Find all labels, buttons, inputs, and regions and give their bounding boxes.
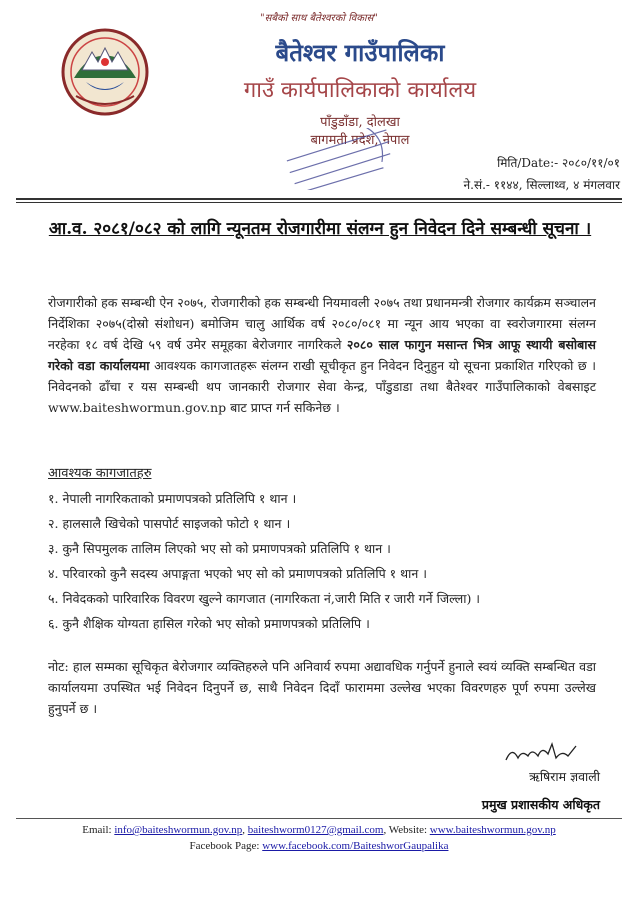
address-line-2: बागमती प्रदेश, नेपाल <box>310 133 410 148</box>
municipality-name: बैतेश्वर गाउँपालिका <box>275 38 445 67</box>
requirement-item: ६. कुनै शैक्षिक योग्यता हासिल गरेको भए सोको प्रमाणपत्रको प्रतिलिपि । <box>48 616 370 631</box>
requirements-heading: आवश्यक कागजातहरु <box>48 466 152 481</box>
slogan: "सबैको साथ बैतेश्वरको विकास" <box>260 13 378 24</box>
header-divider-thin <box>16 202 622 203</box>
requirement-item: ३. कुनै सिपमुलक तालिम लिएको भए सो को प्रमाणपत्रको प्रतिलिपि १ थान । <box>48 541 391 556</box>
office-name: गाउँ कार्यपालिकाको कार्यालय <box>243 78 477 103</box>
notice-body-highlight: २०८० साल फागुन मसान्त भित्र आफू स्थायी बसोबास गरेको वडा कार्यालयमा <box>48 337 596 373</box>
office-stamp-icon <box>280 128 400 190</box>
handwritten-signature-icon <box>502 740 582 766</box>
signatory-designation: प्रमुख प्रशासकीय अधिकृत <box>481 797 600 812</box>
facebook-link[interactable]: www.facebook.com/BaiteshworGaupalika <box>262 840 449 852</box>
address-line-1: पाँडुडाँडा, दोलखा <box>320 115 400 130</box>
email-label: Email: <box>82 824 115 836</box>
notice-body <box>48 292 596 418</box>
notice-body-part-2: आवश्यक कागजातहरू संलग्न राखी सूचीकृत हुन निवेदन दिनुहुन यो सूचना प्रकाशित गरिएको छ । निवेदनको ढाँचा र यस सम्बन्धी थप जानकारी रोजगार सेवा केन्द्र, पाँडुडाडा तथा बैतेश्वर गाउँपालिकाको वेबसाइट www.baiteshwormun.gov.np बाट प्राप्त गर्न सकिनेछ । <box>48 358 596 415</box>
nepal-sambat-reference: ने.सं.- ११४४, सिल्लाथ्व, ४ मंगलवार <box>463 178 620 192</box>
requirements-list <box>48 486 608 636</box>
header-divider <box>16 198 622 200</box>
requirement-item: ५. निवेदकको पारिवारिक विवरण खुल्ने कागजात (नागरिकता नं,जारी मिति र जारी गर्ने जिल्ला) । <box>48 591 481 606</box>
website-label: Website: <box>388 824 430 836</box>
footer-divider <box>16 818 622 819</box>
footer <box>0 822 638 854</box>
note: नोट: हाल सम्मका सूचिकृत बेरोजगार व्यक्तिहरुले पनि अनिवार्य रुपमा अद्यावधिक गर्नुपर्ने हुनाले स्वयं व्यक्ति सम्बन्धित वडा कार्यालयमा उपस्थित भई निवेदन दिनुपर्ने छ, साथै निवेदन दिदाँ फाराममा उल्लेख भएका विवरणहरु पूर्ण रुपमा उल्लेख हुनुपर्ने छ । <box>48 659 596 716</box>
requirement-item: २. हालसालै खिचेको पासपोर्ट साइजको फोटो १ थान । <box>48 516 291 531</box>
notice-title: आ.व. २०८१/०८२ को लागि न्यूनतम रोजगारीमा संलग्न हुन निवेदन दिने सम्बन्धी सूचना । <box>48 219 592 239</box>
website-link[interactable]: www.baiteshwormun.gov.np <box>429 824 556 836</box>
requirement-item: १. नेपाली नागरिकताको प्रमाणपत्रको प्रतिलिपि १ थान । <box>48 491 297 506</box>
requirement-item: ४. परिवारको कुनै सदस्य अपाङ्गता भएको भए सो को प्रमाणपत्रको प्रतिलिपि १ थान । <box>48 566 428 581</box>
date: मिति/Date:- २०८०/११/०१ <box>497 156 620 170</box>
footer-line-2 <box>0 838 638 854</box>
facebook-label: Facebook Page: <box>189 840 263 852</box>
notice-body-part-1: रोजगारीको हक सम्बन्धी ऐन २०७५, रोजगारीको हक सम्बन्धी नियमावली २०७५ तथा प्रधानमन्त्री रोजगार कार्यक्रम सञ्चालन निर्देशिका २०७५(दोस्रो संशोधन) बमोजिम चालु आर्थिक वर्ष २०८०/०८१ मा न्यून आय भएका वा स्वरोजगारमा संलग्न नरहेका १८ वर्ष देखि ५९ वर्ष उमेर समूहका बेरोजगार नागरिकले <box>48 295 596 352</box>
email-link-2[interactable]: baiteshworm0127@gmail.com <box>247 824 384 836</box>
date-reference-block <box>400 152 620 196</box>
municipality-emblem-icon <box>56 26 154 118</box>
footer-line-1: Email: info@baiteshwormun.gov.np, baiteshworm0127@gmail.com, Website: www.baiteshwormun.gov.np <box>82 824 556 836</box>
email-link-1[interactable]: info@baiteshwormun.gov.np <box>114 824 243 836</box>
signatory-name: ऋषिराम ज्ञवाली <box>529 769 600 784</box>
